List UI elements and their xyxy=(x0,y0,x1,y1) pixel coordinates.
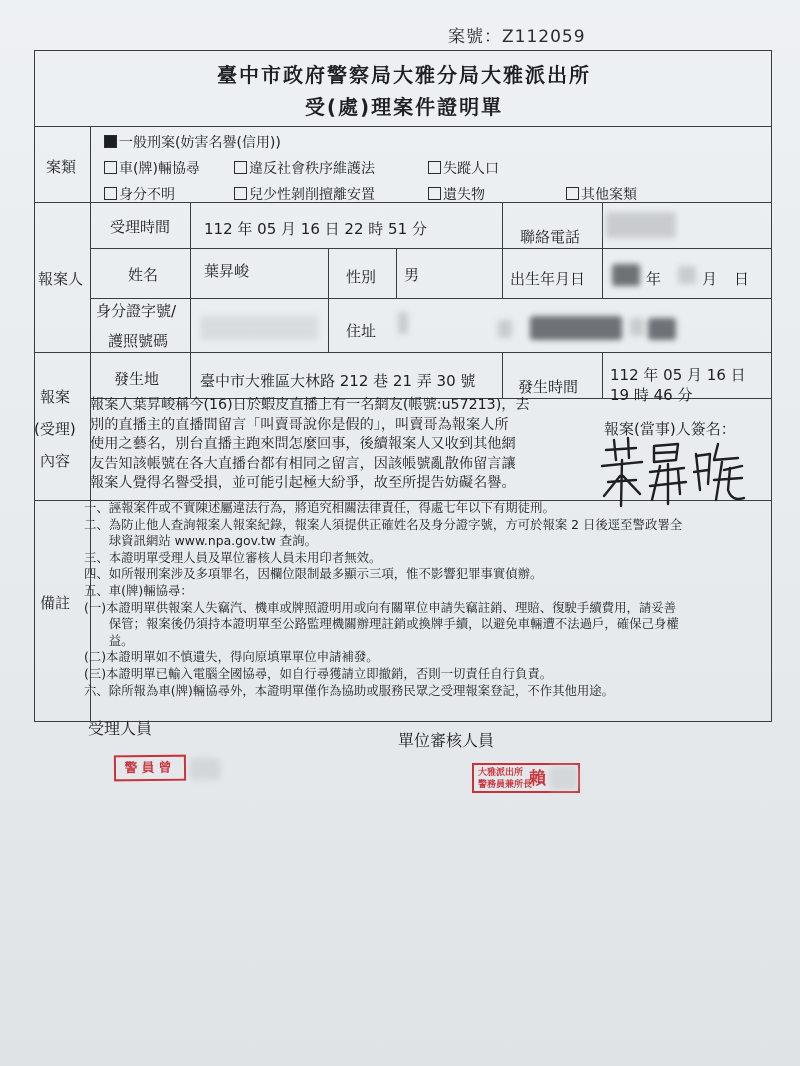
name-label: 姓名 xyxy=(128,266,159,284)
case-type-label: 案類 xyxy=(46,158,77,176)
redacted-address xyxy=(498,320,512,338)
checkbox-icon xyxy=(428,161,441,174)
form-title: 受(處)理案件證明單 xyxy=(304,95,504,119)
grid-line xyxy=(34,126,772,127)
birth-year-suffix: 年 xyxy=(646,270,662,288)
incident-section-label-2: (受理) xyxy=(34,420,76,438)
checkbox-icon xyxy=(104,161,117,174)
id-label-line2: 護照號碼 xyxy=(108,332,169,350)
redacted-address xyxy=(398,312,408,334)
location-label: 發生地 xyxy=(114,370,160,388)
redacted-address xyxy=(530,316,622,340)
incident-time-date: 112 年 05 月 16 日 xyxy=(610,366,746,384)
checkbox-icon xyxy=(566,187,579,200)
grid-line xyxy=(90,298,772,299)
remark-line: 三、本證明單受理人員及單位審核人員未用印者無效。 xyxy=(84,549,382,565)
address-label: 住址 xyxy=(346,322,377,340)
redacted-phone xyxy=(606,212,676,238)
incident-narrative xyxy=(90,396,560,494)
birth-month-suffix: 月 xyxy=(702,270,718,288)
grid-line xyxy=(34,352,772,353)
redacted-reviewer-name xyxy=(550,766,578,790)
reviewer-label: 單位審核人員 xyxy=(398,731,495,750)
handwritten-signature xyxy=(596,430,746,510)
redacted-address xyxy=(648,318,676,340)
case-type-option-minor[interactable]: 兒少性剝削擅離安置 xyxy=(234,184,375,204)
incident-section-label-3: 內容 xyxy=(40,452,71,470)
grid-line xyxy=(602,352,603,398)
incident-time-label: 發生時間 xyxy=(518,378,579,396)
checkbox-icon xyxy=(104,187,117,200)
birth-label: 出生年月日 xyxy=(510,270,586,288)
gender-value: 男 xyxy=(404,266,420,284)
remark-line: 球資訊網站 www.npa.gov.tw 查詢。 xyxy=(84,533,317,549)
case-type-option-lost-item[interactable]: 遺失物 xyxy=(428,184,485,204)
grid-line xyxy=(90,248,772,249)
remark-line: 二、為防止他人查詢報案人報案紀錄，報案人須提供正確姓名及身分證字號，方可於報案 2 日後逕至警政署全 xyxy=(84,516,683,532)
receiver-label: 受理人員 xyxy=(88,719,153,738)
checkbox-icon xyxy=(234,161,247,174)
incident-section-label-1: 報案 xyxy=(40,388,71,406)
grid-line xyxy=(502,202,503,298)
case-type-option-criminal[interactable]: 一般刑案(妨害名譽(信用)) xyxy=(104,132,281,152)
narrative-line: 使用之藝名，別台直播主跑來問怎麼回事，後續報案人又收到其他網 xyxy=(90,436,516,453)
gender-label: 性別 xyxy=(346,268,377,286)
narrative-line: 友告知該帳號在各大直播台都有相同之留言，因該帳號亂散佈留言讓 xyxy=(90,455,516,472)
form-title-unit: 臺中市政府警察局大雅分局大雅派出所 xyxy=(217,63,591,87)
remark-line: 四、如所報刑案涉及多項罪名，因欄位限制最多顯示三項，惟不影響犯罪事實偵辦。 xyxy=(84,566,543,582)
remark-line: 六、除所報為車(牌)輛協尋外，本證明單僅作為協助或服務民眾之受理報案登記，不作其他用途。 xyxy=(84,682,615,698)
remark-line: 五、車(牌)輛協尋： xyxy=(84,582,193,598)
birth-day-suffix: 日 xyxy=(734,270,750,288)
checkbox-icon xyxy=(234,187,247,200)
grid-line xyxy=(190,202,191,398)
accept-time-label: 受理時間 xyxy=(110,218,171,236)
signature-label: 報案(當事)人簽名： xyxy=(604,420,736,438)
case-type-option-unknown-identity[interactable]: 身分不明 xyxy=(104,184,175,204)
redacted-receiver-name xyxy=(190,758,220,780)
case-type-option-other[interactable]: 其他案類 xyxy=(566,184,637,204)
checkbox-icon xyxy=(428,187,441,200)
case-type-option-social-order[interactable]: 違反社會秩序維護法 xyxy=(234,158,375,178)
redacted-id xyxy=(200,316,318,340)
phone-label: 聯絡電話 xyxy=(520,228,581,246)
reporter-section-label: 報案人 xyxy=(38,270,84,288)
id-label-line1: 身分證字號/ xyxy=(96,302,177,320)
remark-line: 一、誣報案件或不實陳述屬違法行為，將追究相關法律責任，得處七年以下有期徒刑。 xyxy=(84,500,555,515)
redacted-birth-month xyxy=(678,266,696,284)
location-value: 臺中市大雅區大林路 212 巷 21 弄 30 號 xyxy=(200,372,476,390)
case-number: 案號：Z112059 xyxy=(448,27,586,47)
case-type-option-missing[interactable]: 失蹤人口 xyxy=(428,158,499,178)
narrative-line: 報案人葉昇峻稱今(16)日於蝦皮直播上有一名網友(帳號:u57213)，去 xyxy=(90,397,530,413)
grid-line xyxy=(602,202,603,298)
remark-line: (一)本證明單供報案人失竊汽、機車或牌照證明用或向有關單位申請失竊註銷、理賠、復駛手續費用，請妥善 xyxy=(84,599,677,615)
remark-line: (二)本證明單如不慎遺失，得向原填單單位申請補發。 xyxy=(84,649,379,665)
reviewer-stamp: 大雅派出所 警務員兼所長 賴 xyxy=(472,763,580,793)
checkbox-checked-icon xyxy=(104,135,117,148)
remark-line: 益。 xyxy=(84,632,134,648)
redacted-birth-year xyxy=(612,264,640,286)
narrative-line: 別的直播主的直播間留言「叫賣哥說你是假的」，叫賣哥為報案人所 xyxy=(90,416,509,433)
remark-line: 保管；報案後仍須持本證明單至公路監理機關辦理註銷或換牌手續，以避免車輛遭不法過戶，確保己身權 xyxy=(84,616,679,632)
grid-line xyxy=(328,248,329,352)
redacted-address xyxy=(630,318,644,336)
remark-line: (三)本證明單已輸入電腦全國協尋，如自行尋獲請立即撤銷，否則一切責任自行負責。 xyxy=(84,665,553,681)
remarks-label: 備註 xyxy=(40,594,71,612)
case-type-option-vehicle[interactable]: 車(牌)輛協尋 xyxy=(104,158,200,178)
grid-line xyxy=(396,248,397,298)
reporter-name-value: 葉昇峻 xyxy=(204,262,250,280)
grid-line xyxy=(502,352,503,398)
accept-time-value: 112 年 05 月 16 日 22 時 51 分 xyxy=(204,220,427,238)
remarks-list xyxy=(84,500,764,699)
receiver-stamp: 警員曾 xyxy=(114,755,186,782)
narrative-line: 報案人覺得名譽受損，並可能引起極大紛爭，故至所提告妨礙名譽。 xyxy=(90,475,516,492)
incident-time-clock: 19 時 46 分 xyxy=(610,386,693,404)
